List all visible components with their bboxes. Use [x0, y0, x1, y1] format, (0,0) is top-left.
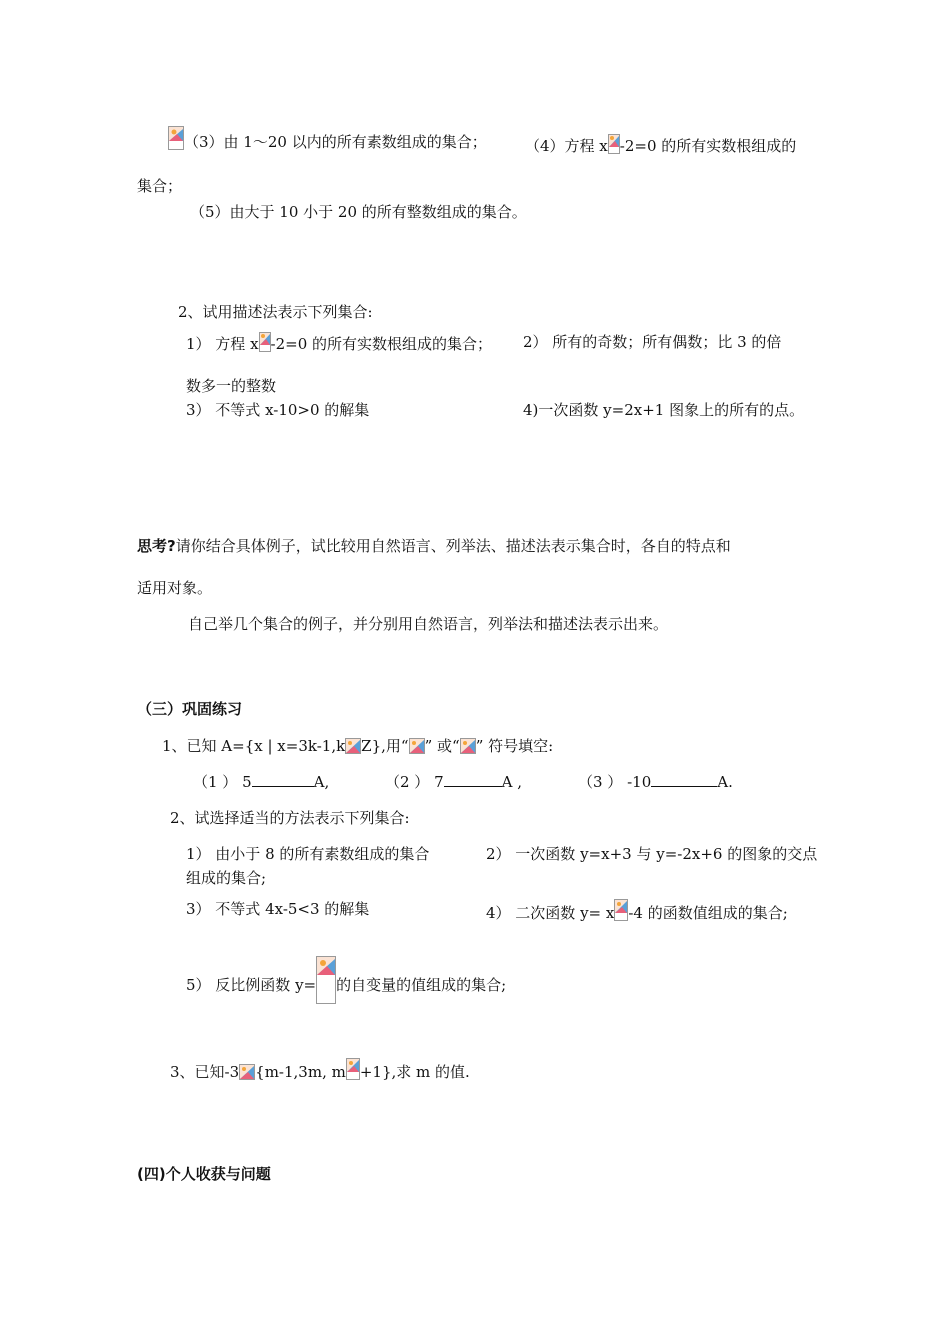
fill-blank-3[interactable] [651, 772, 717, 787]
broken-image-icon [409, 738, 425, 754]
fill-3-label: （3 ） -10 [578, 773, 652, 791]
think-line-1 [137, 536, 731, 556]
fill-2-set: A , [501, 773, 522, 791]
fill-3 [578, 772, 733, 792]
practice-q1-a: 1、已知 A={x | x=3k-1,k [162, 737, 346, 755]
describe-item-4: 4)一次函数 y=2x+1 图象上的所有的点。 [523, 401, 805, 419]
describe-item-3: 3） 不等式 x-10>0 的解集 [186, 401, 370, 419]
practice-q2: 2、试选择适当的方法表示下列集合: [170, 809, 410, 827]
fill-3-set: A. [717, 773, 733, 791]
describe-item-1 [186, 332, 492, 354]
item-4-text-c: 集合； [137, 177, 183, 195]
think-text-2: 适用对象。 [137, 579, 213, 597]
describe-item-2: 2） 所有的奇数；所有偶数；比 3 的倍 [523, 333, 782, 351]
practice-q3-a: 3、已知-3 [170, 1063, 240, 1081]
practice-q2-5 [186, 956, 506, 1004]
item-4-text-b: -2=0 的所有实数根组成的 [619, 137, 797, 155]
describe-item-1-b: -2=0 的所有实数根组成的集合； [270, 335, 493, 353]
practice-q1-c: ” 或“ [424, 737, 460, 755]
fill-2-label: （2 ） 7 [385, 773, 444, 791]
broken-image-icon [239, 1064, 255, 1080]
section4-heading: (四)个人收获与问题 [137, 1165, 271, 1183]
practice-q1 [162, 736, 553, 756]
broken-image-icon [614, 899, 628, 921]
practice-q2-2-cont: 组成的集合; [186, 869, 267, 887]
practice-heading: （三）巩固练习 [137, 700, 243, 718]
broken-image-icon [608, 134, 620, 154]
practice-q2-3: 3） 不等式 4x-5<3 的解集 [186, 900, 370, 918]
think-text-3: 自己举几个集合的例子，并分别用自然语言，列举法和描述法表示出来。 [188, 615, 669, 633]
broken-image-icon [259, 332, 271, 352]
broken-image-icon [460, 738, 476, 754]
fill-1 [193, 772, 329, 792]
practice-q1-b: Z},用“ [361, 737, 409, 755]
fill-1-set: A, [313, 773, 330, 791]
practice-q2-5-b: 的自变量的值组成的集合; [336, 976, 507, 994]
section2-line-1 [168, 126, 487, 152]
broken-image-icon [345, 738, 361, 754]
fill-1-label: （1 ） 5 [193, 773, 252, 791]
practice-q2-4-a: 4） 二次函数 y= x [486, 904, 615, 922]
item-4-text-a: （4）方程 x [525, 137, 608, 155]
practice-q2-1: 1） 由小于 8 的所有素数组成的集合 [186, 845, 430, 863]
practice-q2-4 [486, 899, 788, 923]
broken-image-icon [346, 1058, 360, 1080]
practice-q3-c: +1},求 m 的值. [359, 1063, 470, 1081]
broken-image-icon [168, 126, 184, 150]
describe-item-1-a: 1） 方程 x [186, 335, 259, 353]
describe-item-2-cont: 数多一的整数 [186, 377, 277, 395]
think-label: 思考? [137, 537, 176, 555]
practice-q2-5-a: 5） 反比例函数 y= [186, 976, 317, 994]
section2-line-1b [525, 134, 796, 156]
practice-q3-b: {m-1,3m, m [255, 1063, 346, 1081]
practice-q2-2: 2） 一次函数 y=x+3 与 y=-2x+6 的图象的交点 [486, 845, 818, 863]
practice-q3 [170, 1058, 470, 1082]
fill-blank-1[interactable] [252, 772, 314, 787]
think-text-1: 请你结合具体例子，试比较用自然语言、列举法、描述法表示集合时，各自的特点和 [175, 537, 731, 555]
fill-2 [385, 772, 522, 792]
practice-q2-4-b: -4 的函数值组成的集合; [628, 904, 788, 922]
item-3-text: （3）由 1～20 以内的所有素数组成的集合； [184, 133, 487, 151]
broken-image-icon [316, 956, 336, 1004]
item-5-text: （5）由大于 10 小于 20 的所有整数组成的集合。 [190, 203, 527, 221]
describe-title: 2、试用描述法表示下列集合: [178, 303, 373, 321]
fill-blank-2[interactable] [444, 772, 502, 787]
practice-q1-d: ” 符号填空: [475, 737, 554, 755]
